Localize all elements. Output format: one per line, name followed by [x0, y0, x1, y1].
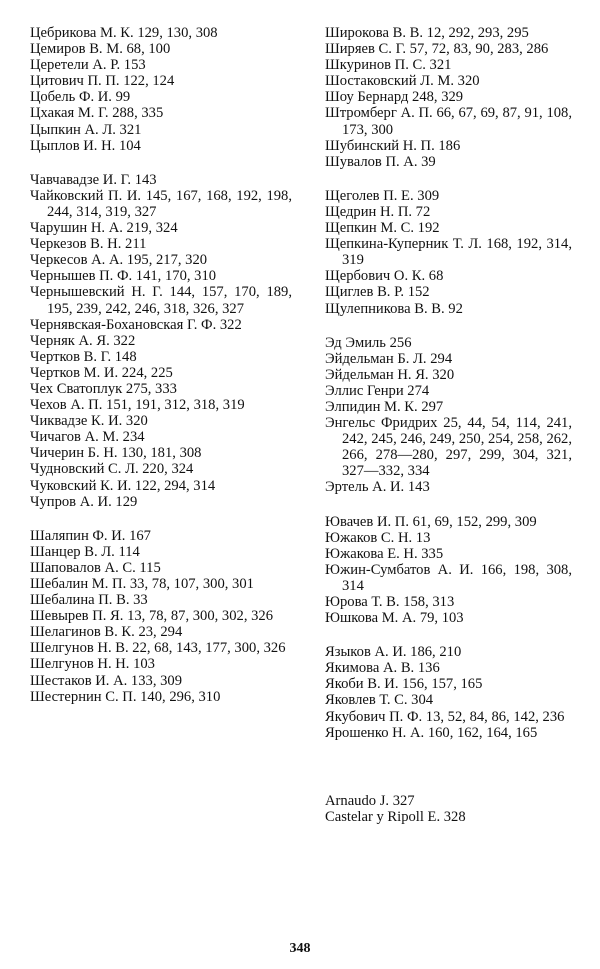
letter-group-latin	[325, 793, 572, 825]
index-entry: Шаляпин Ф. И. 167	[30, 527, 151, 544]
index-entry: Черкесов А. А. 195, 217, 320	[30, 252, 208, 269]
group-spacer	[30, 154, 292, 172]
index-entry: Эйдельман Н. Я. 320	[325, 366, 455, 383]
index-entry: Цыпкин А. Л. 321	[30, 121, 142, 138]
group-spacer	[325, 626, 572, 644]
index-entry: Шестернин С. П. 140, 296, 310	[30, 688, 221, 705]
index-entry: Чуковский К. И. 122, 294, 314	[30, 477, 216, 494]
index-entry: Шелгунов Н. Н. 103	[30, 656, 155, 673]
group-spacer	[325, 496, 572, 514]
index-entry: Якубович П. Ф. 13, 52, 84, 86, 142, 236	[325, 708, 565, 725]
index-entry: Чудновский С. Л. 220, 324	[30, 461, 194, 478]
index-entry: Шелагинов В. К. 23, 294	[30, 624, 183, 641]
index-entry: Шостаковский Л. М. 320	[325, 73, 480, 90]
index-entry: Чертков М. И. 224, 225	[30, 364, 173, 381]
index-entry: Чупров А. И. 129	[30, 493, 138, 510]
index-entry: Южин-Сумбатов А. И. 166, 198, 308, 314	[325, 561, 572, 594]
letter-group-sh	[30, 528, 292, 705]
index-entry: Щербович О. К. 68	[325, 268, 444, 285]
index-entry: Шевырев П. Я. 13, 78, 87, 300, 302, 326	[30, 608, 274, 625]
index-entry: Черняк А. Я. 322	[30, 332, 136, 349]
index-entry: Эллис Генри 274	[325, 382, 430, 399]
index-entry: Цемиров В. М. 68, 100	[30, 41, 171, 58]
index-entry: Чичагов А. М. 234	[30, 429, 145, 446]
index-entry: Чех Сватоплук 275, 333	[30, 380, 177, 397]
index-entry: Шкуринов П. С. 321	[325, 57, 452, 74]
left-column	[30, 25, 292, 705]
index-entry: Штромберг А. П. 66, 67, 69, 87, 91, 108, 173, 300	[325, 105, 572, 138]
index-entry: Элпидин М. К. 297	[325, 398, 444, 415]
index-entry: Цхакая М. Г. 288, 335	[30, 105, 164, 122]
index-entry: Шелгунов Н. В. 22, 68, 143, 177, 300, 326	[30, 640, 286, 657]
index-entry: Чичерин Б. Н. 130, 181, 308	[30, 445, 202, 462]
index-entry: Чертков В. Г. 148	[30, 348, 137, 365]
group-spacer	[325, 317, 572, 335]
index-entry: Эртель А. И. 143	[325, 479, 430, 496]
right-column	[325, 25, 572, 825]
index-entry: Arnaudo J. 327	[325, 792, 415, 809]
index-entry: Ширяев С. Г. 57, 72, 83, 90, 283, 286	[325, 41, 549, 58]
index-entry: Щеголев П. Е. 309	[325, 187, 440, 204]
index-entry: Шанцер В. Л. 114	[30, 543, 140, 560]
index-entry: Чернышев П. Ф. 141, 170, 310	[30, 268, 217, 285]
index-entry: Яковлев Т. С. 304	[325, 692, 434, 709]
group-spacer	[30, 510, 292, 528]
index-entry: Чарушин Н. А. 219, 324	[30, 220, 178, 237]
index-entry: Цебрикова М. К. 129, 130, 308	[30, 25, 218, 41]
group-spacer	[325, 741, 572, 793]
index-entry: Чернышевский Н. Г. 144, 157, 170, 189, 195, 239, 242, 246, 318, 326, 327	[30, 284, 292, 317]
index-entry: Щепкин М. С. 192	[325, 220, 440, 237]
letter-group-ch	[30, 172, 292, 510]
letter-group-sh-cont	[325, 25, 572, 170]
index-entry: Чайковский П. И. 145, 167, 168, 192, 198, 244, 314, 319, 327	[30, 187, 292, 220]
index-entry: Шебалин М. П. 33, 78, 107, 300, 301	[30, 576, 254, 592]
index-entry: Шувалов П. А. 39	[325, 153, 436, 170]
index-entry: Шубинский Н. П. 186	[325, 137, 461, 154]
index-entry: Энгельс Фридрих 25, 44, 54, 114, 241, 242, 245, 246, 249, 250, 254, 258, 262, 266, 278—280, 297, 299, 304, 321, 327—332, 334	[325, 415, 572, 480]
page-number: 348	[289, 941, 311, 956]
group-spacer	[325, 170, 572, 188]
index-entry: Эйдельман Б. Л. 294	[325, 350, 453, 367]
index-entry: Якоби В. И. 156, 157, 165	[325, 676, 483, 693]
index-entry: Юшкова М. А. 79, 103	[325, 610, 464, 627]
index-entry: Ярошенко Н. А. 160, 162, 164, 165	[325, 724, 538, 741]
index-entry: Щепкина-Куперник Т. Л. 168, 192, 314, 319	[325, 236, 572, 269]
index-entry: Щиглев В. Р. 152	[325, 284, 430, 301]
index-entry: Широкова В. В. 12, 292, 293, 295	[325, 25, 529, 41]
index-entry: Чехов А. П. 151, 191, 312, 318, 319	[30, 397, 245, 414]
index-entry: Черкезов В. Н. 211	[30, 236, 147, 253]
index-entry: Castelar y Ripoll E. 328	[325, 808, 466, 825]
letter-group-ts	[30, 25, 292, 154]
index-entry: Цыплов И. Н. 104	[30, 137, 141, 154]
index-entry: Языков А. И. 186, 210	[325, 644, 462, 661]
index-entry: Чавчавадзе И. Г. 143	[30, 171, 157, 188]
index-entry: Щулепникова В. В. 92	[325, 300, 463, 317]
index-entry: Южаков С. Н. 13	[325, 529, 431, 546]
index-entry: Чиквадзе К. И. 320	[30, 413, 148, 430]
letter-group-yu	[325, 514, 572, 627]
index-entry: Цитович П. П. 122, 124	[30, 73, 175, 90]
index-entry: Ювачев И. П. 61, 69, 152, 299, 309	[325, 513, 537, 530]
index-entry: Цобель Ф. И. 99	[30, 89, 131, 106]
letter-group-shch	[325, 188, 572, 317]
index-entry: Чернявская-Бохановская Г. Ф. 322	[30, 316, 242, 333]
index-entry: Церетели А. Р. 153	[30, 57, 146, 74]
index-entry: Южакова Е. Н. 335	[325, 545, 444, 562]
index-entry: Щедрин Н. П. 72	[325, 203, 431, 220]
index-entry: Шебалина П. В. 33	[30, 592, 148, 609]
letter-group-e	[325, 335, 572, 496]
index-entry: Якимова А. В. 136	[325, 660, 440, 677]
letter-group-ya	[325, 644, 572, 741]
index-entry: Эд Эмиль 256	[325, 334, 412, 351]
index-entry: Шоу Бернард 248, 329	[325, 89, 464, 106]
index-entry: Шаповалов А. С. 115	[30, 559, 161, 576]
index-entry: Шестаков И. А. 133, 309	[30, 672, 183, 689]
index-entry: Юрова Т. В. 158, 313	[325, 594, 455, 610]
